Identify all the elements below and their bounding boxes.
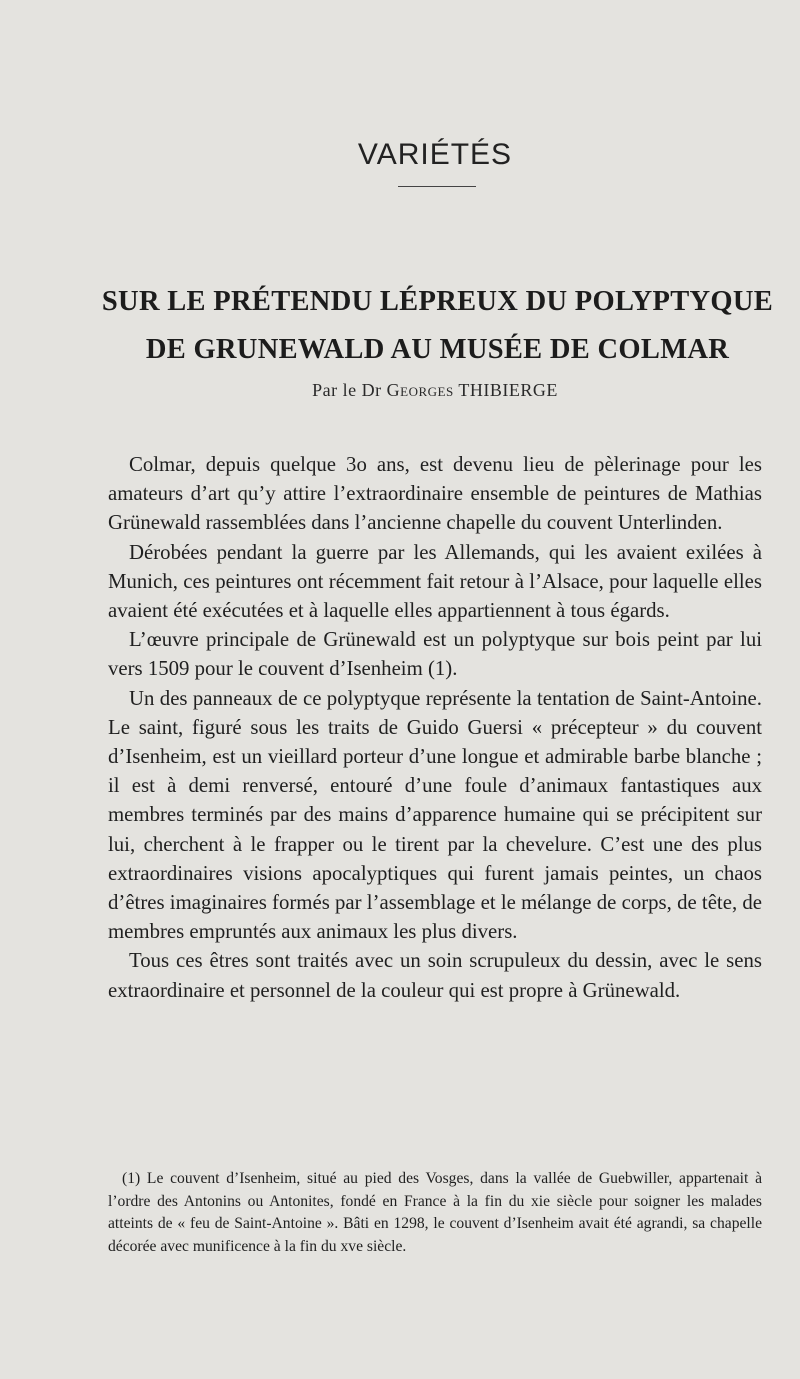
footnote: (1) Le couvent d’Isenheim, situé au pied des Vosges, dans la vallée de Guebwiller, appartenait à l’ordre des Antonins ou Antonites, fondé en France à la fin du xie siècle pour soigner les malades atteints de « feu de Saint-Antoine ». Bâti en 1298, le couvent d’Isenheim avait été agrandi, sa chapelle décorée avec munificence à la fin du xve siècle. [108,1170,762,1255]
article-title-line-1: SUR LE PRÉTENDU LÉPREUX DU POLYPTYQUE [101,286,774,317]
article-byline [0,380,800,401]
paragraph: Un des panneaux de ce polyptyque représente la tentation de Saint-Antoine. Le saint, figuré sous les traits de Guido Guersi « précepteur » du couvent d’Isenheim, est un vieillard porteur d’une longue et admirable barbe blanche ; il est à demi renversé, entouré d’une foule d’animaux fantastiques aux membres terminés par des mains d’apparence humaine qui se précipitent sur lui, cherchent à le frapper ou le tirent par la chevelure. C’est une des plus extraordinaires visions apocalyptiques qui furent jamais peintes, un chaos d’êtres imaginaires formés par l’assemblage et le mélange de corps, de tête, de membres empruntés aux animaux les plus divers. [108,686,762,944]
section-title: VARIÉTÉS [357,138,513,171]
article-title [95,278,780,374]
paragraph: Dérobées pendant la guerre par les Allemands, qui les avaient exilées à Munich, ces peintures ont récemment fait retour à l’Alsace, pour laquelle elles avaient été exécutées et à laquelle elles appartiennent à tous égards. [108,540,762,623]
paragraph: Tous ces êtres sont traités avec un soin scrupuleux du dessin, avec le sens extraordinaire et personnel de la couleur qui est propre à Grünewald. [108,949,762,1002]
section-divider [398,186,476,187]
article-body [108,450,762,1005]
article-title-line-2: DE GRUNEWALD AU MUSÉE DE COLMAR [145,334,730,365]
byline-author: Georges THIBIERGE [386,380,558,400]
paragraph: Colmar, depuis quelque 3o ans, est devenu lieu de pèlerinage pour les amateurs d’art qu’y attire l’extraordinaire ensemble de peintures de Mathias Grünewald rassemblées dans l’ancienne chapelle du couvent Unterlinden. [108,453,762,535]
paragraph: L’œuvre principale de Grünewald est un polyptyque sur bois peint par lui vers 1509 pour le couvent d’Isenheim (1). [108,628,762,681]
byline-prefix: Par le Dr [312,380,382,400]
